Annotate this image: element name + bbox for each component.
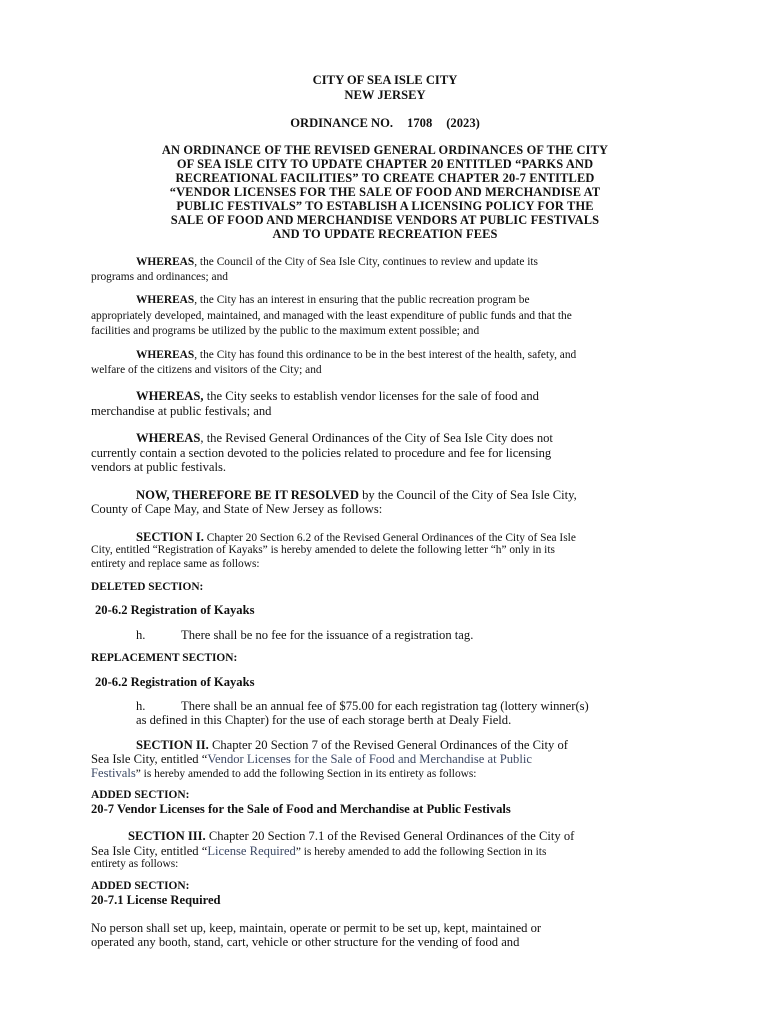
whereas-clause-2: WHEREAS, the City has an interest in ensuring that the public recreation program be [136,294,530,306]
ordinance-title-line: AN ORDINANCE OF THE REVISED GENERAL ORDINANCES OF THE CITY [161,143,609,157]
ordinance-title-line: “VENDOR LICENSES FOR THE SALE OF FOOD AND MERCHANDISE AT [169,185,601,199]
replacement-section-heading: 20-6.2 Registration of Kayaks [95,675,255,689]
whereas-clause-2-cont: facilities and programs be utilized by the public to the maximum extent possible; and [91,325,480,337]
replacement-item-letter: h. [136,699,146,713]
added-section-label: ADDED SECTION: [91,880,190,892]
ordinance-year: (2023) [446,116,480,130]
whereas-clause-1: WHEREAS, the Council of the City of Sea Isle City, continues to review and update its [136,256,538,268]
section-1-paragraph-cont: City, entitled “Registration of Kayaks” is hereby amended to delete the following letter “h” only in its [91,544,555,556]
deleted-section-heading: 20-6.2 Registration of Kayaks [95,603,255,617]
replacement-item-text: There shall be an annual fee of $75.00 for each registration tag (lottery winner(s) [181,699,589,713]
ordinance-number-line [0,116,770,131]
section-1-paragraph: SECTION I. Chapter 20 Section 6.2 of the Revised General Ordinances of the City of Sea Isle [136,530,576,544]
deleted-item-letter: h. [136,628,146,642]
whereas-clause-2-cont: appropriately developed, maintained, and managed with the least expenditure of public funds and that the [91,310,572,322]
whereas-keyword: WHEREAS [136,349,195,361]
section-3-label: SECTION III. [128,829,206,843]
deleted-item-text: There shall be no fee for the issuance of a registration tag. [181,628,474,642]
section-2-paragraph-cont: Festivals” is hereby amended to add the following Section in its entirety as follows: [91,766,477,780]
whereas-keyword: WHEREAS [136,431,201,445]
replacement-item-text-cont: as defined in this Chapter) for the use of each storage berth at Dealy Field. [136,713,512,727]
section-3-paragraph-cont: entirety as follows: [91,858,179,870]
whereas-clause-5-cont: vendors at public festivals. [91,460,227,474]
added-section-label: ADDED SECTION: [91,789,190,801]
ordinance-title-line: AND TO UPDATE RECREATION FEES [272,227,498,241]
city-title: CITY OF SEA ISLE CITY [312,73,458,87]
deleted-section-label: DELETED SECTION: [91,581,204,593]
section-3-paragraph: SECTION III. Chapter 20 Section 7.1 of the Revised General Ordinances of the City of [128,829,575,843]
ordinance-title-line: SALE OF FOOD AND MERCHANDISE VENDORS AT PUBLIC FESTIVALS [170,213,600,227]
final-paragraph-cont: operated any booth, stand, cart, vehicle or other structure for the vending of food and [91,935,520,949]
section-3-title-ref: License Required [207,844,296,858]
section-2-title-ref: Vendor Licenses for the Sale of Food and Merchandise at Public [207,752,532,766]
section-3-paragraph-cont: Sea Isle City, entitled “License Required” is hereby amended to add the following Section in its [91,844,547,858]
ordinance-title-line: OF SEA ISLE CITY TO UPDATE CHAPTER 20 ENTITLED “PARKS AND [176,157,594,171]
state-title: NEW JERSEY [344,88,426,102]
section-2-paragraph: SECTION II. Chapter 20 Section 7 of the Revised General Ordinances of the City of [136,738,568,752]
resolved-keyword: NOW, THEREFORE BE IT RESOLVED [136,488,359,502]
added-section-heading: 20-7 Vendor Licenses for the Sale of Food and Merchandise at Public Festivals [91,802,511,816]
section-1-label: SECTION I. [136,530,204,544]
added-section-heading: 20-7.1 License Required [91,893,221,907]
resolved-clause-cont: County of Cape May, and State of New Jersey as follows: [91,502,383,516]
section-2-paragraph-cont: Sea Isle City, entitled “Vendor Licenses for the Sale of Food and Merchandise at Public [91,752,532,766]
resolved-clause: NOW, THEREFORE BE IT RESOLVED by the Council of the City of Sea Isle City, [136,488,577,502]
whereas-clause-4: WHEREAS, the City seeks to establish vendor licenses for the sale of food and [136,389,539,403]
whereas-clause-1-cont: programs and ordinances; and [91,271,228,283]
whereas-clause-4-cont: merchandise at public festivals; and [91,404,272,418]
whereas-keyword: WHEREAS [136,256,195,268]
ordinance-title-line: PUBLIC FESTIVALS” TO ESTABLISH A LICENSING POLICY FOR THE [176,199,594,213]
whereas-clause-3: WHEREAS, the City has found this ordinance to be in the best interest of the health, safety, and [136,349,577,361]
whereas-keyword: WHEREAS [136,294,195,306]
section-2-label: SECTION II. [136,738,209,752]
whereas-clause-5: WHEREAS, the Revised General Ordinances of the City of Sea Isle City does not [136,431,553,445]
whereas-keyword: WHEREAS, [136,389,204,403]
replacement-section-label: REPLACEMENT SECTION: [91,652,238,664]
whereas-clause-3-cont: welfare of the citizens and visitors of the City; and [91,364,322,376]
ordinance-title-line: RECREATIONAL FACILITIES” TO CREATE CHAPTER 20-7 ENTITLED [175,171,595,185]
section-1-paragraph-cont: entirety and replace same as follows: [91,558,260,570]
whereas-clause-5-cont: currently contain a section devoted to the policies related to procedure and fee for licensing [91,446,552,460]
section-2-title-ref-cont: Festivals [91,766,136,780]
ordinance-number: 1708 [407,116,433,130]
ordinance-label: ORDINANCE NO. [290,116,394,130]
final-paragraph: No person shall set up, keep, maintain, operate or permit to be set up, kept, maintained or [91,921,542,935]
